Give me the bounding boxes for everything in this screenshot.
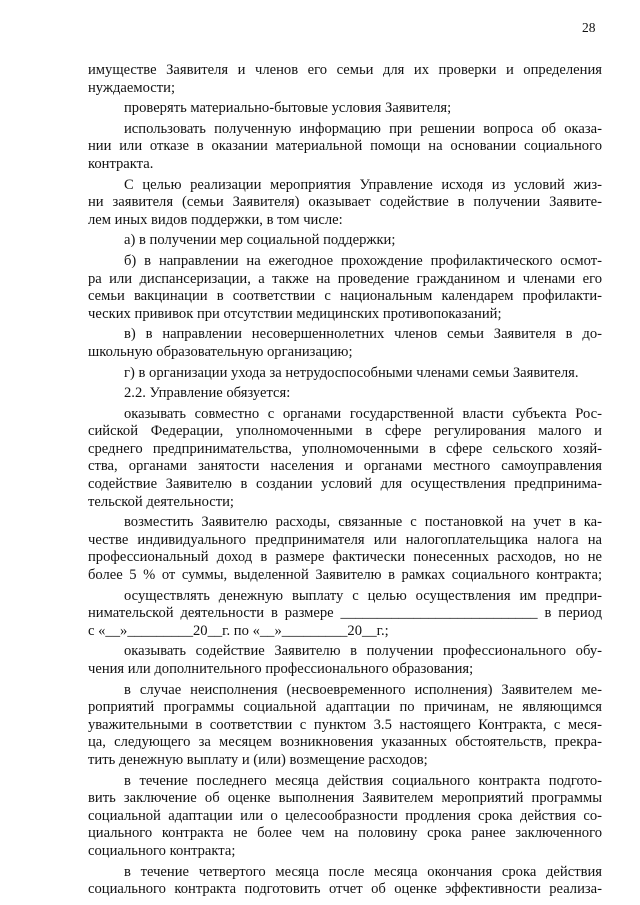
text-line: нуждаемости; (88, 79, 175, 96)
text-line: семьи вакцинации в соответствии с национальным календарем профилакти- (88, 288, 602, 305)
text-line: ства, органами занятости населения и органами местного самоуправления (88, 458, 602, 475)
text-line: использовать полученную информацию при решении вопроса об оказа- (124, 120, 602, 137)
text-line: 2.2. Управление обязуется: (124, 385, 291, 402)
text-line: нимательской деятельности в размере ___________________________ в период (88, 605, 602, 622)
page-number: 28 (582, 20, 596, 35)
text-line: нии или отказе в оказании материальной помощи на основании социального (88, 138, 602, 155)
text-line: в случае неисполнения (несвоевременного исполнения) Заявителем ме- (124, 681, 602, 698)
text-line: циального контракта не более чем на половину срока ранее заключенного (88, 825, 602, 842)
text-line: оказывать совместно с органами государственной власти субъекта Рос- (124, 405, 602, 422)
text-line: возместить Заявителю расходы, связанные с постановкой на учет в ка- (124, 514, 602, 531)
text-line: среднего предпринимательства, уполномоченными в сфере сельского хозяй- (88, 440, 602, 457)
text-line: оказывать содействие Заявителю в получении профессионального обу- (124, 643, 602, 660)
text-line: имуществе Заявителя и членов его семьи для их проверки и определения (88, 62, 602, 78)
text-line: более 5 % от суммы, выделенной Заявителю в рамках социального контракта; (88, 567, 602, 584)
text-line: чения или дополнительного профессионального образования; (88, 661, 474, 677)
text-line: лем иных видов поддержки, в том числе: (88, 211, 343, 228)
document-body (88, 62, 602, 899)
text-line: тить денежную выплату и (или) возмещение расходов; (88, 751, 428, 768)
text-line: б) в направлении на ежегодное прохождение профилактического осмот- (124, 252, 602, 269)
text-line: сийской Федерации, уполномоченными в сфере регулирования малого и (88, 423, 602, 440)
text-line: а) в получении мер социальной поддержки; (124, 232, 396, 249)
text-line: контракта. (88, 155, 154, 172)
text-line: профессиональный доход в размере фактически понесенных расходов, но не (88, 549, 602, 566)
text-line: С целью реализации мероприятия Управление исходя из условий жиз- (124, 176, 602, 193)
text-line: школьную образовательную организацию; (88, 343, 353, 360)
text-line: ни заявителя (семьи Заявителя) оказывает содействие в получении Заявите- (88, 194, 602, 211)
text-line: г) в организации ухода за нетрудоспособными членами семьи Заявителя. (124, 364, 579, 381)
text-line: тельской деятельности; (88, 493, 234, 510)
text-line: честве индивидуального предпринимателя или налогоплательщика налога на (88, 531, 602, 548)
text-line: осуществлять денежную выплату с целью осуществления им предпри- (124, 587, 602, 604)
text-line: социального контракта; (88, 842, 236, 859)
text-line: в) в направлении несовершеннолетних членов семьи Заявителя в до- (124, 326, 602, 343)
text-line: с «__»_________20__г. по «__»_________20__г.; (88, 622, 389, 639)
text-line: ра или диспансеризации, а также на проведение гражданином и членами его (88, 270, 602, 287)
text-line: в течение последнего месяца действия социального контракта подгото- (124, 772, 602, 789)
text-line: проверять материально-бытовые условия Заявителя; (124, 100, 452, 117)
text-line: вить заключение об оценке выполнения Заявителем мероприятий программы (88, 790, 602, 807)
text-line: роприятий программы социальной адаптации по причинам, не являющимся (88, 699, 602, 716)
text-line: уважительными в соответствии с пунктом 3.5 настоящего Контракта, с меся- (88, 716, 602, 733)
text-line: ца, следующего за месяцем возникновения указанных обстоятельств, прекра- (88, 734, 602, 751)
text-line: в течение четвертого месяца после месяца окончания срока действия (124, 863, 602, 880)
text-line: содействие Заявителю в создании условий для осуществления предпринима- (88, 476, 602, 493)
text-line: социальной адаптации или о целесообразности продления срока действия со- (88, 807, 602, 824)
text-line: ческих прививок при отсутствии медицинских противопоказаний; (88, 305, 502, 322)
text-line: социального контракта подготовить отчет об оценке эффективности реализа- (88, 881, 602, 898)
